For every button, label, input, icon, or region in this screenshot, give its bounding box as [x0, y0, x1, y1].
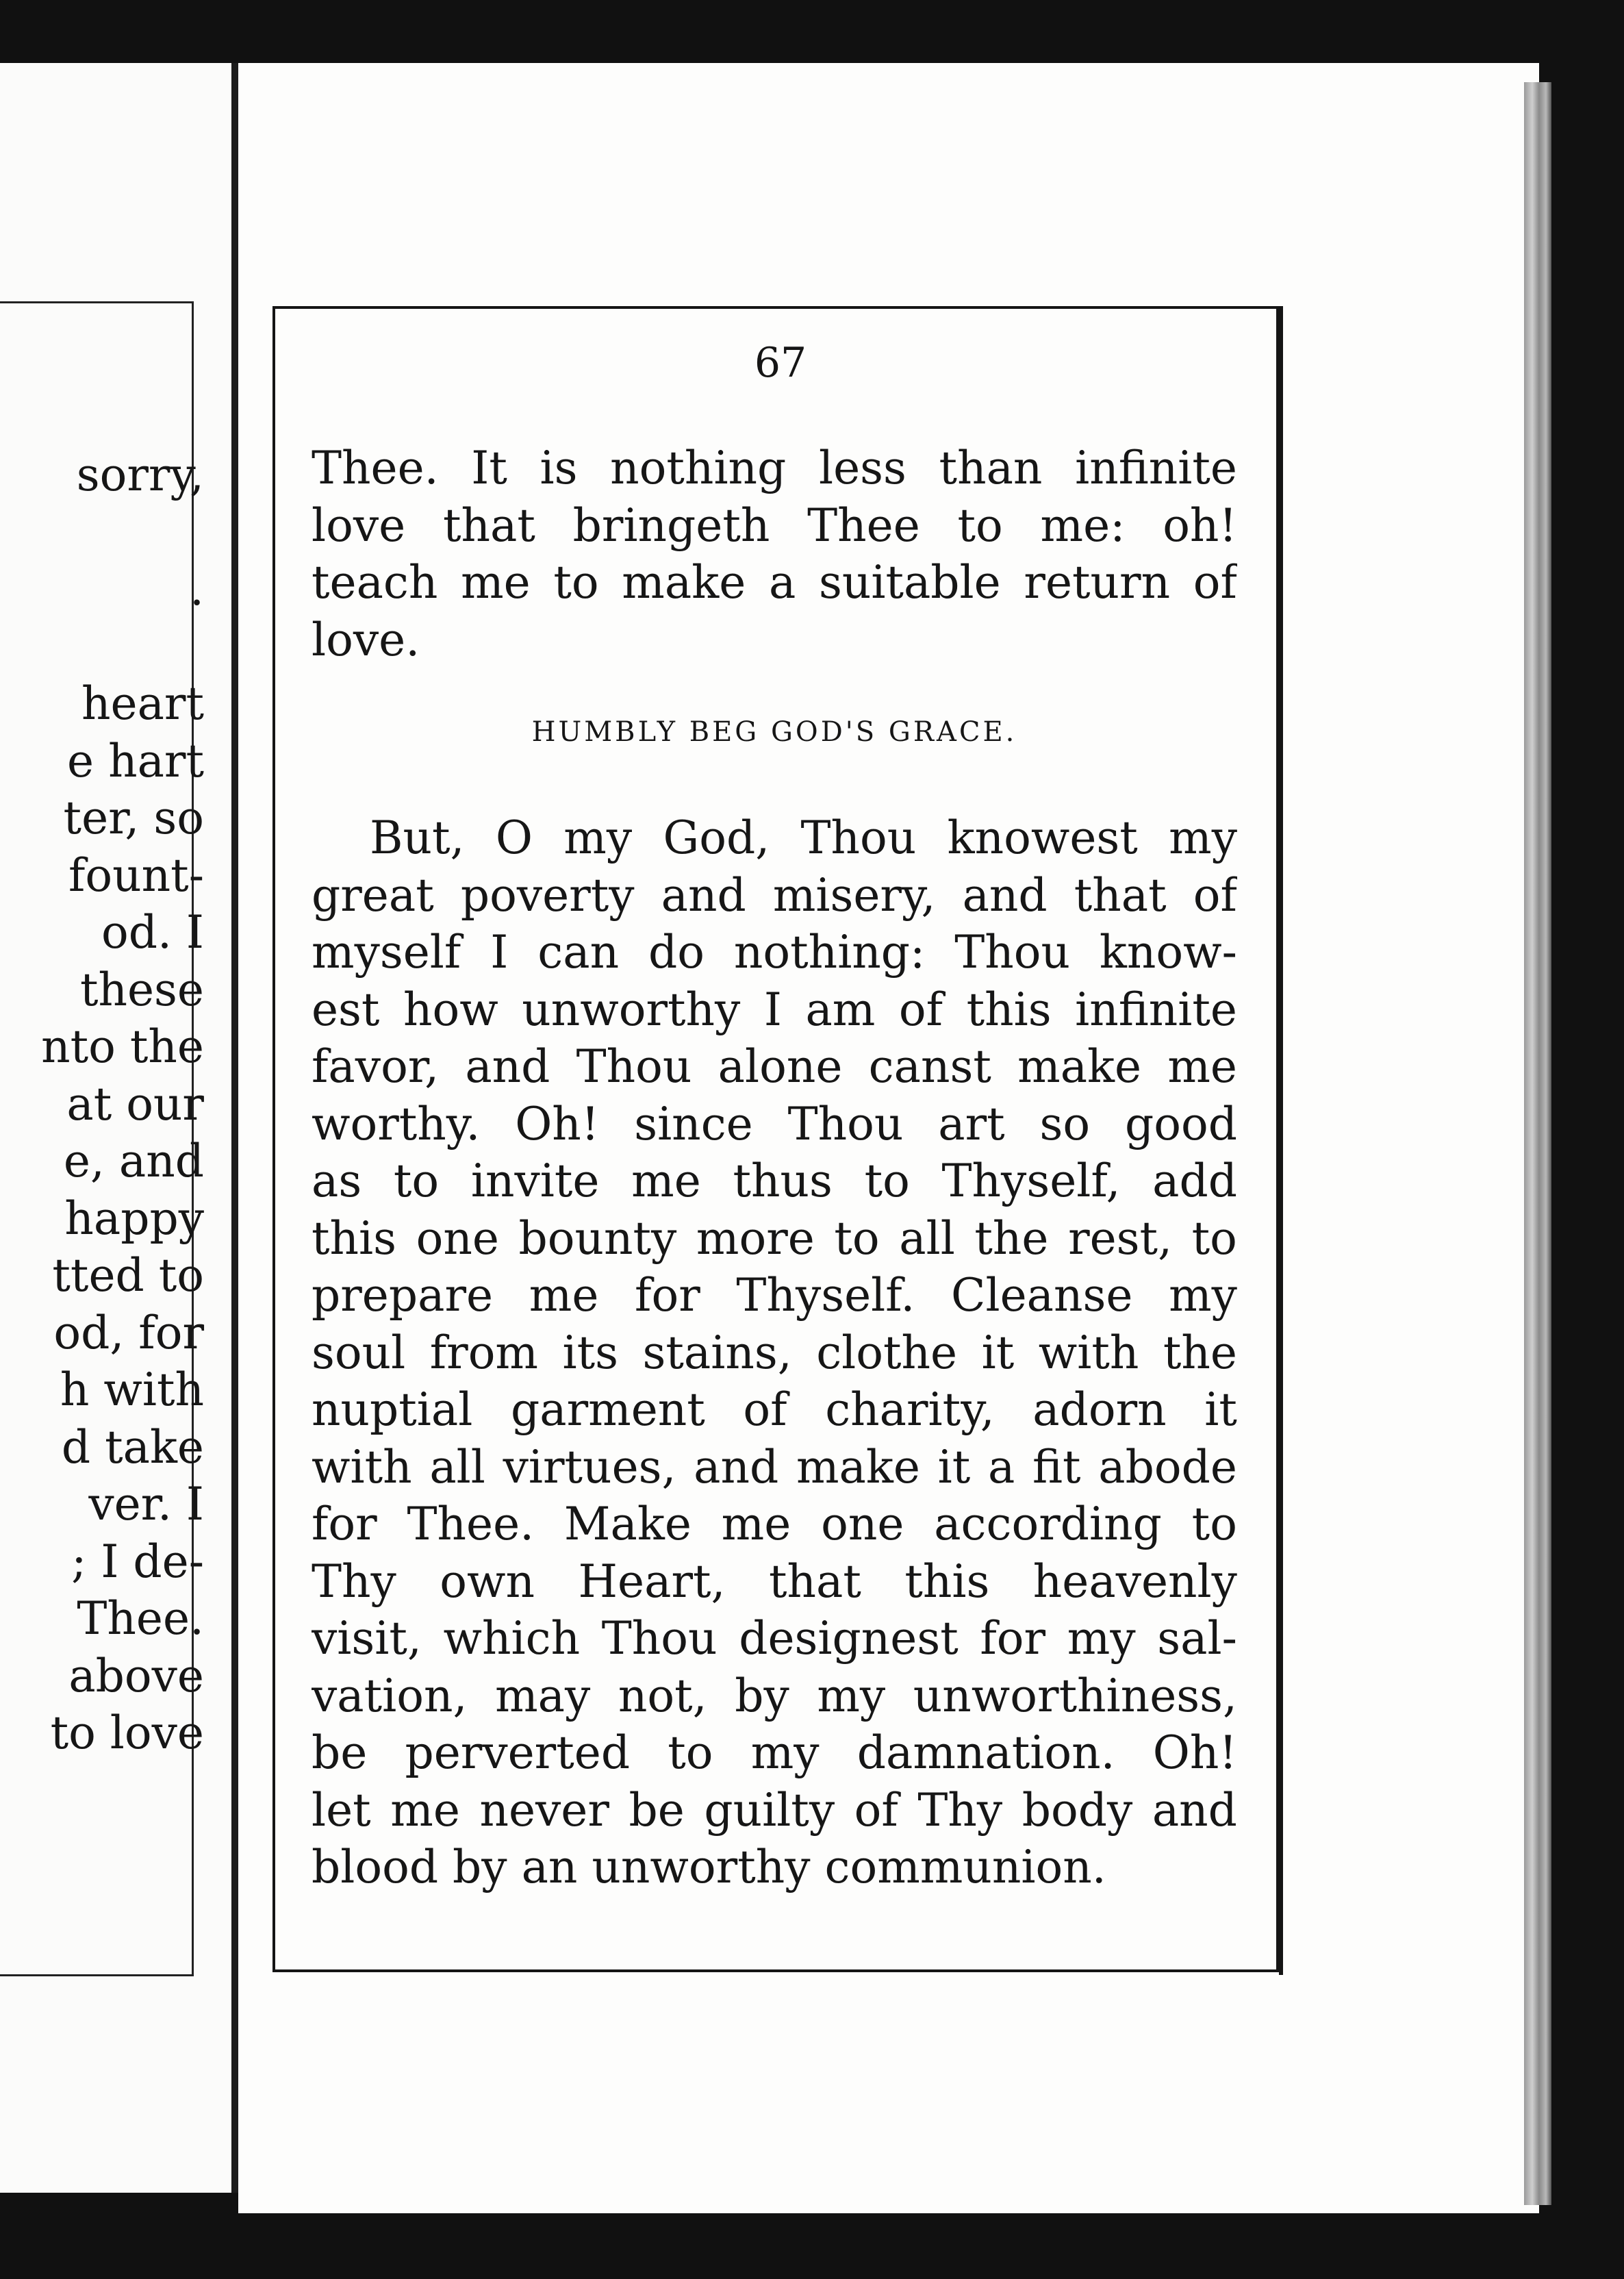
previous-page [0, 63, 241, 2193]
text-line: as to invite me thus to Thyself, add [312, 1155, 1237, 1207]
previous-page-line: tted to [52, 1249, 204, 1302]
page-edge [1524, 82, 1551, 2205]
previous-page-text [0, 446, 204, 1762]
previous-page-line: e hart [67, 734, 204, 788]
text-line: this one bounty more to all the rest, to [312, 1211, 1237, 1265]
text-line: teach me to make a suitable return of [312, 556, 1237, 609]
previous-page-line: od. I [101, 906, 204, 959]
previous-page-line [0, 618, 204, 676]
text-line: great poverty and misery, and that of [312, 868, 1237, 922]
text-line: Thee. It is nothing less than infinite [312, 442, 1237, 494]
text-line: let me never be guilty of Thy body and [312, 1783, 1237, 1837]
text-line: with all virtues, and make it a fit abode [312, 1440, 1237, 1494]
text-line: blood by an unworthy communion. [312, 1841, 1106, 1893]
previous-page-line [0, 504, 204, 562]
previous-page-line: ter, so [63, 792, 204, 844]
previous-page-line: sorry, [76, 449, 204, 501]
text-line: nuptial garment of charity, adorn it [312, 1383, 1237, 1436]
section-heading: HUMBLY BEG GOD'S GRACE. [531, 716, 1017, 748]
text-line: soul from its stains, clothe it with the [312, 1326, 1237, 1379]
previous-page-line: fount- [68, 848, 204, 902]
text-line: prepare me for Thyself. Cleanse my [312, 1269, 1237, 1322]
text-line: est how unworthy I am of this infinite [312, 983, 1237, 1036]
text-line: vation, may not, by my unworthiness, [312, 1669, 1237, 1722]
previous-page-line: e, and [63, 1135, 204, 1187]
previous-page-line: h with [60, 1363, 204, 1416]
previous-page-line: above [68, 1649, 204, 1702]
previous-page-line: these [79, 963, 204, 1016]
text-line: visit, which Thou designest for my sal- [312, 1612, 1237, 1665]
previous-page-line: od, for [53, 1306, 204, 1359]
previous-page-line: Thee. [77, 1592, 204, 1645]
text-line: for Thee. Make me one according to [312, 1498, 1237, 1550]
paragraph-main [312, 809, 1237, 1896]
previous-page-line: nto the [41, 1020, 204, 1073]
text-line: But, O my God, Thou knowest my [370, 811, 1237, 864]
text-line: worthy. Oh! since Thou art so good [312, 1097, 1237, 1150]
text-line: favor, and Thou alone canst make me [312, 1040, 1237, 1093]
previous-page-line: d take [61, 1420, 204, 1474]
paragraph-continued [312, 440, 1237, 668]
previous-page-line: ver. I [88, 1478, 204, 1531]
text-line: love. [312, 613, 420, 666]
text-line: Thy own Heart, that this heavenly [312, 1554, 1237, 1608]
previous-page-line: happy [64, 1192, 204, 1245]
text-line: love that bringeth Thee to me: oh! [312, 499, 1237, 552]
previous-page-line: to love [50, 1707, 204, 1759]
previous-page-line: heart [81, 677, 204, 730]
text-line: be perverted to my damnation. Oh! [312, 1726, 1237, 1779]
text-line: myself I can do nothing: Thou know- [312, 926, 1237, 979]
previous-page-line: at our [66, 1077, 204, 1131]
page-number: 67 [754, 339, 807, 387]
previous-page-line: ; I de- [71, 1535, 204, 1588]
previous-page-line: . [190, 563, 204, 616]
